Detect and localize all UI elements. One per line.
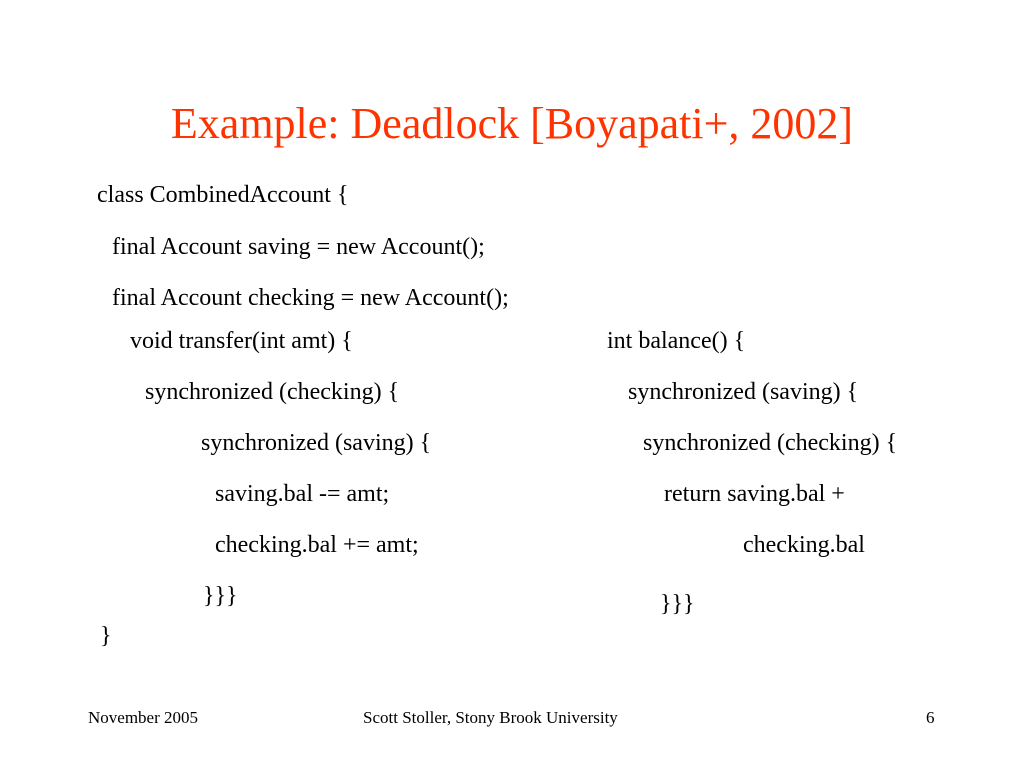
balance-stmt-1: return saving.bal + [664,481,845,507]
footer-author: Scott Stoller, Stony Brook University [363,708,618,727]
transfer-stmt-2: checking.bal += amt; [215,532,419,558]
code-line-field-checking: final Account checking = new Account(); [112,285,509,311]
balance-signature: int balance() { [607,328,746,354]
transfer-signature: void transfer(int amt) { [130,328,353,354]
balance-sync-inner: synchronized (checking) { [643,430,898,456]
footer-page-number: 6 [926,708,935,727]
code-line-field-saving: final Account saving = new Account(); [112,234,485,260]
slide-title: Example: Deadlock [Boyapati+, 2002] [170,99,854,148]
balance-stmt-2: checking.bal [743,532,865,558]
transfer-sync-inner: synchronized (saving) { [201,430,432,456]
transfer-sync-outer: synchronized (checking) { [145,379,400,405]
balance-close: }}} [660,591,695,617]
balance-sync-outer: synchronized (saving) { [628,379,859,405]
transfer-close: }}} [203,583,238,609]
code-line-class-open: class CombinedAccount { [97,182,349,208]
transfer-stmt-1: saving.bal -= amt; [215,481,390,507]
code-line-class-close: } [100,623,112,649]
footer-date: November 2005 [88,708,199,727]
